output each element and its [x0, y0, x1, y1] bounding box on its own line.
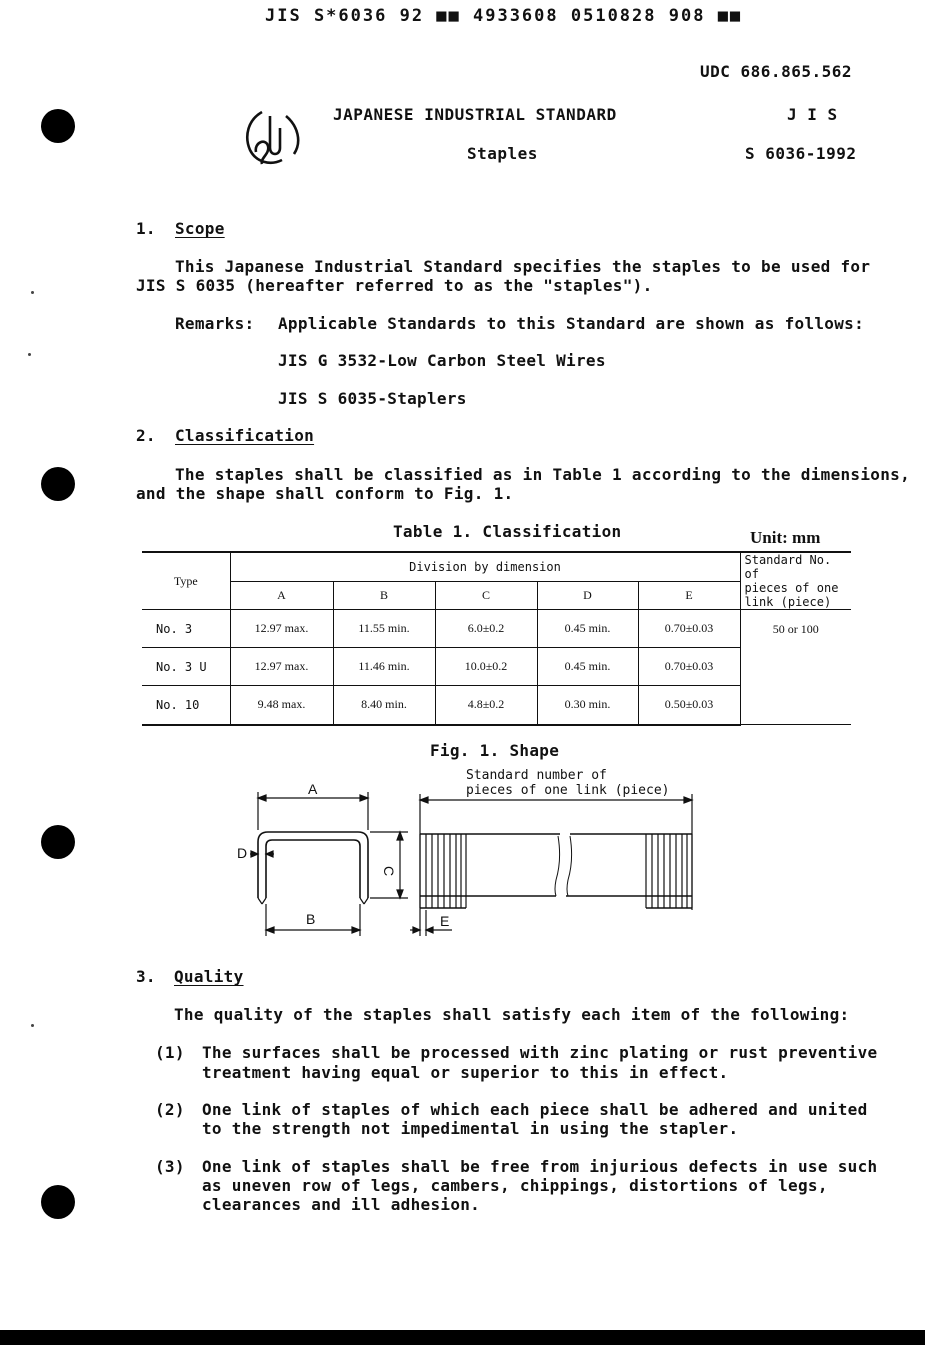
link-left-legs [420, 834, 466, 908]
header-line: Standard No. of [744, 553, 832, 581]
section-heading-scope: Scope [175, 219, 225, 238]
cell-b: 11.55 min. [333, 610, 435, 648]
column-header-c: C [435, 581, 537, 609]
column-header-e: E [638, 581, 740, 609]
scan-speck [31, 1024, 34, 1027]
punch-hole [41, 109, 75, 143]
scope-paragraph-line: JIS S 6035 (hereafter referred to as the "staples"). [136, 276, 653, 295]
arrow [360, 795, 368, 801]
quality-intro: The quality of the staples shall satisfy each item of the following: [174, 1005, 850, 1024]
staple-shape-figure [230, 780, 710, 940]
jis-mark-logo [240, 106, 304, 170]
list-item-number: (1) [155, 1043, 185, 1062]
punch-hole [41, 1185, 75, 1219]
break-mark [555, 836, 560, 896]
cell-c: 4.8±0.2 [435, 686, 537, 725]
list-item-line: clearances and ill adhesion. [202, 1195, 481, 1214]
list-item-line: treatment having equal or superior to this in effect. [202, 1063, 729, 1082]
classification-table [142, 551, 851, 726]
arrow [413, 927, 420, 933]
arrow [397, 832, 403, 840]
header-line: pieces of one [744, 581, 839, 595]
dimension-label-a: A [308, 781, 318, 797]
punch-hole [41, 825, 75, 859]
section-number: 2. [136, 426, 156, 445]
column-header-b: B [333, 581, 435, 609]
section-heading-classification: Classification [175, 426, 315, 445]
scan-speck [28, 353, 31, 356]
cell-e: 0.70±0.03 [638, 648, 740, 686]
list-item-line: One link of staples shall be free from injurious defects in use such [202, 1157, 878, 1176]
list-item-line: as uneven row of legs, cambers, chippings, distortions of legs, [202, 1176, 828, 1195]
column-header-a: A [230, 581, 333, 609]
cell-e: 0.70±0.03 [638, 610, 740, 648]
column-header-type: Type [142, 552, 230, 610]
classification-paragraph-line: and the shape shall conform to Fig. 1. [136, 484, 514, 503]
arrow [266, 851, 273, 857]
dimension-label-b: B [306, 911, 316, 927]
column-header-d: D [537, 581, 638, 609]
arrow [397, 890, 403, 898]
header-line: link (piece) [744, 595, 832, 609]
cell-d: 0.30 min. [537, 686, 638, 725]
document-code: JIS S*6036 92 ■■ 4933608 0510828 908 ■■ [265, 6, 743, 26]
cell-e: 0.50±0.03 [638, 686, 740, 725]
reference-standard: JIS G 3532-Low Carbon Steel Wires [278, 351, 606, 370]
cell-b: 11.46 min. [333, 648, 435, 686]
figure-caption: Fig. 1. Shape [430, 741, 560, 760]
table-caption: Table 1. Classification [393, 522, 622, 541]
jis-label: J I S [787, 105, 838, 124]
standard-organization: JAPANESE INDUSTRIAL STANDARD [333, 105, 617, 124]
section-heading-quality: Quality [174, 967, 244, 986]
cell-a: 12.97 max. [230, 648, 333, 686]
dimension-label-d: D [237, 845, 248, 861]
list-item-number: (2) [155, 1100, 185, 1119]
cell-d: 0.45 min. [537, 610, 638, 648]
arrow [420, 797, 428, 803]
cell-a: 9.48 max. [230, 686, 333, 725]
cell-type: No. 3 U [142, 648, 230, 686]
dimension-label-e: E [440, 913, 450, 929]
document-title: Staples [467, 144, 538, 163]
arrow [266, 927, 274, 933]
cell-standard-count: 50 or 100 [740, 610, 851, 725]
remarks-label: Remarks: [175, 314, 255, 333]
remarks-text: Applicable Standards to this Standard are shown as follows: [278, 314, 865, 333]
arrow [251, 851, 258, 857]
leg-tip [360, 898, 364, 904]
cell-c: 10.0±0.2 [435, 648, 537, 686]
dimension-label-c: C [381, 866, 397, 877]
column-header-division: Division by dimension [230, 552, 740, 581]
reference-standard: JIS S 6035-Staplers [278, 389, 467, 408]
standard-number: S 6036-1992 [745, 144, 857, 163]
udc-code: UDC 686.865.562 [700, 62, 852, 81]
leg-tip [258, 898, 262, 904]
list-item-number: (3) [155, 1157, 185, 1176]
staple-outer-outline [258, 832, 368, 898]
break-mark [567, 836, 572, 896]
scan-speck [31, 291, 34, 294]
leg-tip [364, 898, 368, 904]
leg-tip [262, 898, 266, 904]
column-header-standard-count [740, 552, 851, 610]
arrow [352, 927, 360, 933]
cell-b: 8.40 min. [333, 686, 435, 725]
arrow [258, 795, 266, 801]
table-unit: Unit: mm [750, 528, 821, 547]
cell-type: No. 10 [142, 686, 230, 725]
cell-a: 12.97 max. [230, 610, 333, 648]
cell-c: 6.0±0.2 [435, 610, 537, 648]
arrow [426, 927, 433, 933]
arrow [684, 797, 692, 803]
punch-hole [41, 467, 75, 501]
section-number: 3. [136, 967, 156, 986]
section-number: 1. [136, 219, 156, 238]
classification-paragraph-line: The staples shall be classified as in Table 1 according to the dimensions, [175, 465, 911, 484]
staple-inner-outline [266, 840, 360, 898]
figure-label-line: Standard number of [466, 768, 607, 783]
list-item-line: to the strength not impedimental in using the stapler. [202, 1119, 739, 1138]
scope-paragraph-line: This Japanese Industrial Standard specifies the staples to be used for [175, 257, 871, 276]
cell-type: No. 3 [142, 610, 230, 648]
cell-d: 0.45 min. [537, 648, 638, 686]
list-item-line: One link of staples of which each piece shall be adhered and united [202, 1100, 868, 1119]
figure-label-line: pieces of one link (piece) [466, 783, 670, 798]
link-right-legs [646, 834, 692, 908]
table-row [142, 610, 851, 648]
scan-border [0, 1330, 925, 1345]
list-item-line: The surfaces shall be processed with zinc plating or rust preventive [202, 1043, 878, 1062]
